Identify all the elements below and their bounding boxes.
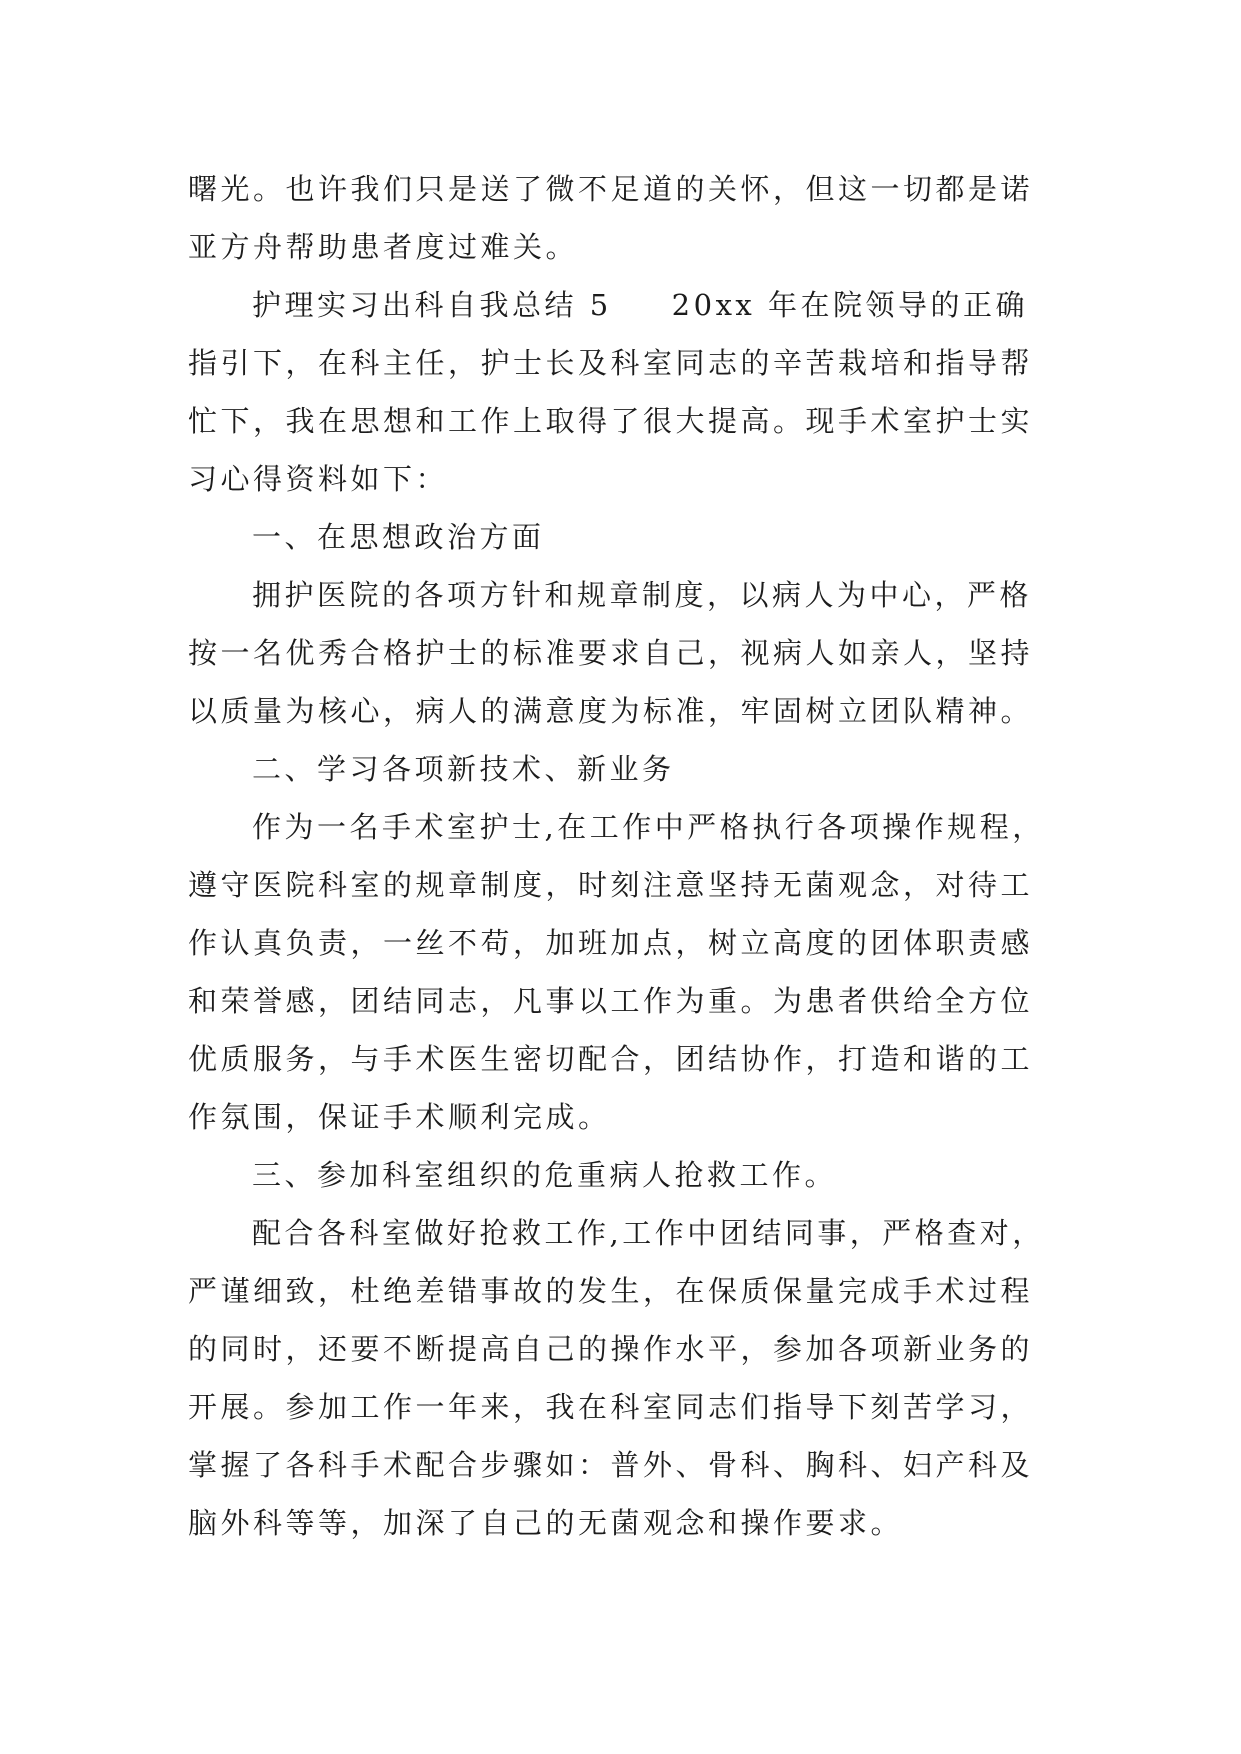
text-line-24: 脑外科等等，加深了自己的无菌观念和操作要求。: [188, 1506, 904, 1540]
text-line-21: 的同时，还要不断提高自己的操作水平，参加各项新业务的: [188, 1332, 1034, 1366]
text-line-4: 指引下，在科主任，护士长及科室同志的辛苦栽培和指导帮: [188, 346, 1034, 380]
text-line-14: 作认真负责，一丝不苟，加班加点，树立高度的团体职责感: [188, 926, 1034, 960]
text-line-6: 习心得资料如下：: [188, 462, 449, 496]
text-line-23: 掌握了各科手术配合步骤如：普外、骨科、胸科、妇产科及: [188, 1448, 1034, 1482]
text-line-12: 作为一名手术室护士,在工作中严格执行各项操作规程，: [252, 810, 1045, 844]
text-line-5: 忙下，我在思想和工作上取得了很大提高。现手术室护士实: [188, 404, 1034, 438]
text-line-8: 拥护医院的各项方针和规章制度，以病人为中心，严格: [252, 578, 1033, 612]
heading-2: 二、学习各项新技术、新业务: [252, 752, 675, 786]
text-line-13: 遵守医院科室的规章制度，时刻注意坚持无菌观念，对待工: [188, 868, 1034, 902]
text-line-20: 严谨细致，杜绝差错事故的发生，在保质保量完成手术过程: [188, 1274, 1034, 1308]
text-line-3: [188, 276, 1068, 334]
text-line-17: 作氛围，保证手术顺利完成。: [188, 1100, 611, 1134]
heading-3: 三、参加科室组织的危重病人抢救工作。: [252, 1158, 838, 1192]
text-line-22: 开展。参加工作一年来，我在科室同志们指导下刻苦学习，: [188, 1390, 1034, 1424]
text-line-9: 按一名优秀合格护士的标准要求自己，视病人如亲人，坚持: [188, 636, 1034, 670]
text-line-1: 曙光。也许我们只是送了微不足道的关怀，但这一切都是诺: [188, 172, 1034, 206]
text-line-3-continued: 20xx 年在院领导的正确: [671, 288, 1029, 322]
text-line-19: 配合各科室做好抢救工作,工作中团结同事，严格查对，: [252, 1216, 1045, 1250]
text-line-2: 亚方舟帮助患者度过难关。: [188, 230, 579, 264]
section-title-5: 护理实习出科自我总结 5: [252, 288, 612, 322]
heading-1: 一、在思想政治方面: [252, 520, 545, 554]
document-body: [188, 160, 1068, 1552]
text-line-15: 和荣誉感，团结同志，凡事以工作为重。为患者供给全方位: [188, 984, 1034, 1018]
text-line-10: 以质量为核心，病人的满意度为标准，牢固树立团队精神。: [188, 694, 1034, 728]
text-line-16: 优质服务，与手术医生密切配合，团结协作，打造和谐的工: [188, 1042, 1034, 1076]
